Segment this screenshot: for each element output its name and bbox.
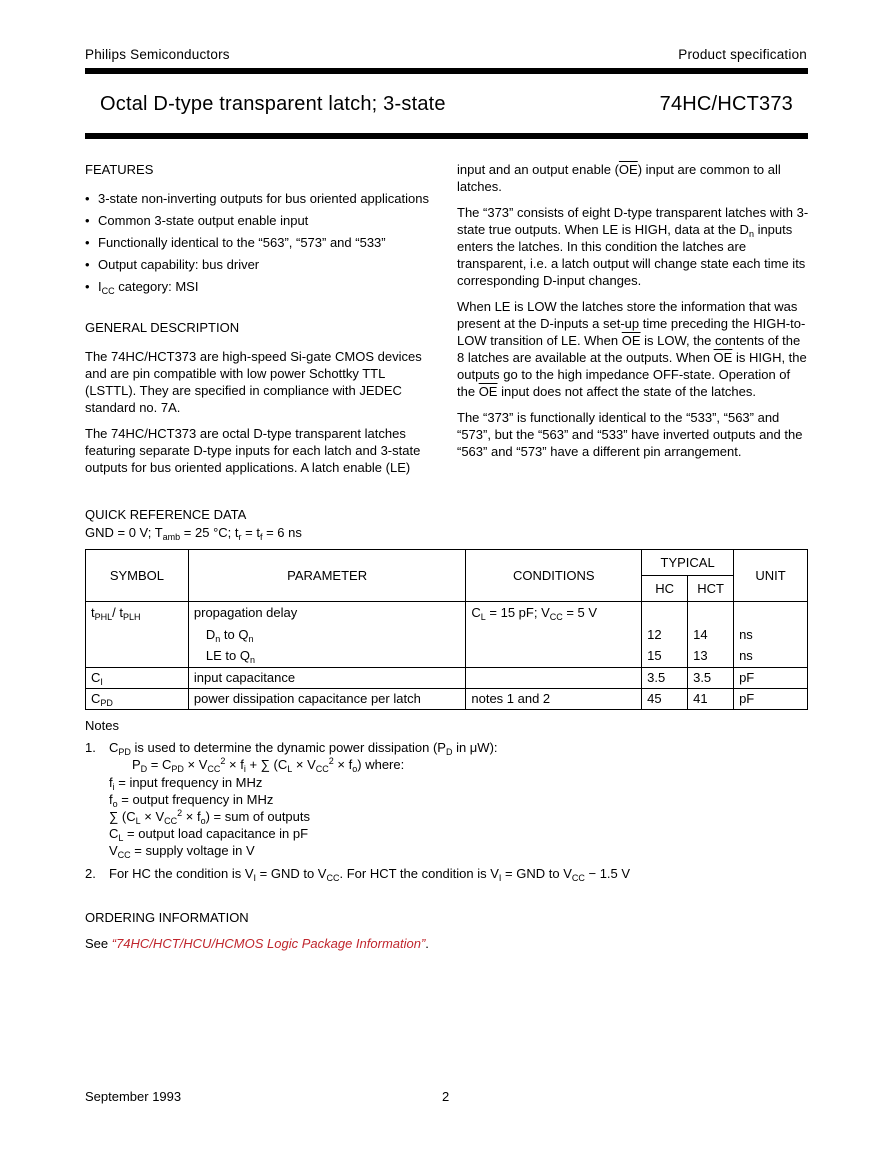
general-paragraph-2: The 74HC/HCT373 are octal D-type transparent latches featuring separate D-type inputs for each latch and 3-state outputs for bus oriented applications. A latch enable (LE) (85, 426, 421, 475)
note-1-equation: $P_D = C_{PD} \times V_{CC}^2 \times f_i$ + ∑ $(C_L \times V_{CC}^2 \times f_o)$ where: (132, 756, 405, 775)
col-header-hc: HC (642, 576, 688, 602)
header-doc-type: Product specification (678, 47, 807, 62)
note-1-fi: $f_i$ = input frequency in MHz (109, 774, 263, 792)
note-1-cl: $C_L$ = output load capacitance in pF (109, 826, 309, 844)
header-company: Philips Semiconductors (85, 47, 230, 62)
col-header-typical: TYPICAL (642, 550, 734, 576)
feature-item: • $I_{CC}$ category: MSI (85, 278, 437, 295)
note-1-vcc: $V_{CC}$ = supply voltage in V (109, 843, 255, 861)
package-info-link[interactable]: “74HC/HCT/HCU/HCMOS Logic Package Information” (111, 936, 426, 951)
page-number: 2 (442, 1089, 450, 1104)
page-title: Octal D-type transparent latch; 3-state (100, 93, 446, 115)
feature-item: • Common 3-state output enable input (85, 212, 437, 229)
ordering-heading: ORDERING INFORMATION (85, 910, 249, 925)
col-header-parameter: PARAMETER (188, 550, 465, 602)
left-column (85, 161, 437, 485)
col-header-hct: HCT (688, 576, 734, 602)
right-column (457, 161, 809, 469)
notes-block (85, 717, 808, 882)
qrd-conditions: GND = 0 V; $T_{amb} = 25$ °C; $t_r = t_f = 6$ ns (85, 525, 302, 542)
desc-paragraph-3: The “373” is functionally identical to the “533”, “563” and “573”, but the “563” and “533” have inverted outputs and the “563” and “573” have a different pin arrangement. (457, 410, 803, 459)
features-heading: FEATURES (85, 162, 154, 177)
table-row: $C_{PD}$ power dissipation capacitance per latch notes 1 and 2 45 41 pF (86, 688, 808, 709)
table-row: $t_{PHL}/$ $t_{PLH}$ propagation delay $D_n$ to $Q_n$ LE to $Q_n$ $C_L = 15$ pF; $V_{CC} = 5$ V 12 15 14 13 ns ns (86, 602, 808, 668)
general-heading: GENERAL DESCRIPTION (85, 320, 240, 335)
desc-paragraph-1: The “373” consists of eight D-type transparent latches with 3-state true outputs. When LE is HIGH, data at the $D_n$ inputs enters the latches. In this condition the latches are transparent, i.e. a latch output will change state each time its corresponding D-input changes. (457, 205, 809, 288)
qrd-heading: QUICK REFERENCE DATA (85, 507, 247, 522)
note-1-sum: ∑ $(C_L \times V_{CC}^2 \times f_o)$ = sum of outputs (109, 808, 311, 827)
col-header-symbol: SYMBOL (86, 550, 189, 602)
feature-item: • Functionally identical to the “563”, “573” and “533” (85, 234, 437, 251)
desc-paragraph-2: When LE is LOW the latches store the information that was present at the D-inputs a set-up time preceding the HIGH-to-LOW transition of LE. When $\overline{OE}$ is LOW, the contents of the 8 latches are available at the outputs. When $\overline{OE}$ is HIGH, the outputs go to the high impedance OFF-state. Operation of the $\overline{OE}$ input does not affect the state of the latches. (457, 299, 807, 399)
feature-item: • Output capability: bus driver (85, 256, 437, 273)
note-1-fo: $f_o$ = output frequency in MHz (109, 791, 274, 809)
ordering-text: See “74HC/HCT/HCU/HCMOS Logic Package Information”. (85, 936, 429, 951)
quick-reference-table (85, 549, 808, 710)
col-header-conditions: CONDITIONS (466, 550, 642, 602)
title-rule (85, 133, 808, 139)
features-list (85, 190, 437, 295)
note-1: 1. $C_{PD}$ is used to determine the dynamic power dissipation ($P_D$ in μW): (85, 740, 498, 758)
general-paragraph-1: The 74HC/HCT373 are high-speed Si-gate CMOS devices and are pin compatible with low power Schottky TTL (LSTTL). They are specified in compliance with JEDEC standard no. 7A. (85, 349, 422, 415)
note-2: 2. For HC the condition is $V_I$ = GND to $V_{CC}$. For HCT the condition is $V_I$ = GND to $V_{CC} - 1.5$ V (85, 865, 631, 883)
col-header-unit: UNIT (734, 550, 808, 602)
qrd-block (85, 506, 302, 542)
table-row: $C_I$ input capacitance 3.5 3.5 pF (86, 667, 808, 688)
part-number: 74HC/HCT373 (659, 93, 793, 115)
footer-date: September 1993 (85, 1089, 182, 1104)
feature-item: • 3-state non-inverting outputs for bus oriented applications (85, 190, 437, 207)
desc-paragraph-0: input and an output enable $(\overline{OE})$ input are common to all latches. (457, 162, 781, 194)
header-rule (85, 68, 808, 74)
notes-heading: Notes (85, 718, 119, 733)
